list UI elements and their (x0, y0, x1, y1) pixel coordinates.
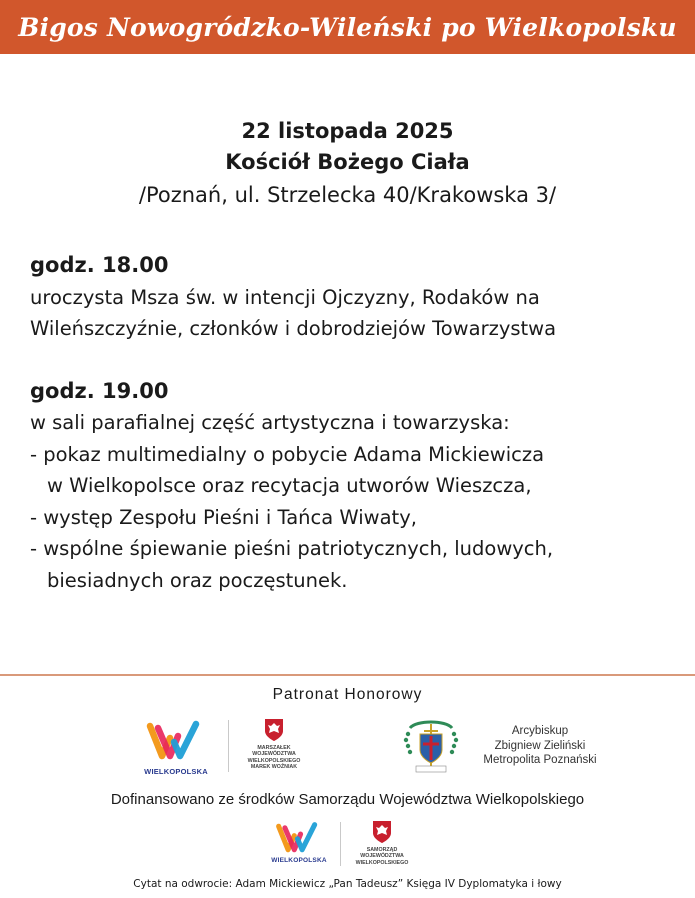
title-banner (0, 0, 695, 54)
program-item: - pokaz multimedialny o pobycie Adama Mickiewicza (30, 442, 545, 466)
second-time: godz. 19.00 (30, 378, 169, 403)
first-time: godz. 18.00 (30, 253, 169, 277)
samorzad-line: WIELKOPOLSKIEGO (355, 859, 409, 866)
archbishop-line: Zbigniew Zieliński (494, 739, 586, 752)
wielkopolska-label: WIELKOPOLSKA (144, 767, 208, 776)
samorzad-line: SAMORZĄD (366, 847, 398, 853)
wielkopolska-w-icon (270, 820, 328, 856)
quote-footnote: Cytat na odwrocie: Adam Mickiewicz „Pan Tadeusz” Księga IV Dyplomatyka i łowy (133, 878, 562, 890)
logo-divider (228, 720, 229, 772)
event-header (0, 116, 695, 212)
program-item-continuation: w Wielkopolsce oraz recytacja utworów Wieszcza, (47, 474, 532, 497)
archbishop-line: Metropolita Poznański (483, 754, 597, 766)
marszalek-line: MAREK WOŹNIAK (250, 764, 298, 771)
coat-of-arms-icon (402, 718, 460, 774)
program-item: - wspólne śpiewanie pieśni patriotycznych, ludowych, (30, 537, 554, 560)
first-description-line: Wileńszczyźnie, członków i dobrodziejów Towarzystwa (30, 317, 557, 340)
funding-text: Dofinansowano ze środków Samorządu Województwa Wielkopolskiego (110, 791, 585, 808)
footer-divider (0, 674, 695, 676)
first-description-line: uroczysta Msza św. w intencji Ojczyzny, Rodaków na (30, 285, 540, 309)
marszalek-line: MARSZAŁEK (257, 745, 291, 751)
samorzad-block (350, 820, 414, 866)
eagle-crest-icon (372, 820, 392, 844)
marszalek-line: WOJEWÓDZTWA (252, 751, 296, 758)
wielkopolska-logo (144, 718, 208, 776)
eagle-crest-icon (264, 718, 284, 742)
program-item: - występ Zespołu Pieśni i Tańca Wiwaty, (30, 505, 417, 529)
marszalek-line: WIELKOPOLSKIEGO (247, 757, 301, 764)
second-intro: w sali parafialnej część artystyczna i towarzyska: (30, 411, 510, 434)
event-date: 22 listopada 2025 (241, 119, 454, 143)
archbishop-line: Arcybiskup (511, 725, 569, 737)
archbishop-coat-of-arms (402, 718, 460, 778)
wielkopolska-label: WIELKOPOLSKA (271, 857, 327, 864)
wielkopolska-logo-small (270, 820, 328, 864)
event-title: Bigos Nowogródzko-Wileński po Wielkopolsku (18, 12, 677, 42)
logo-divider (340, 822, 341, 866)
program (30, 250, 680, 596)
samorzad-line: WOJEWÓDZTWA (360, 853, 404, 860)
program-item-continuation: biesiadnych oraz poczęstunek. (47, 568, 348, 592)
event-place: Kościół Bożego Ciała (225, 150, 470, 174)
wielkopolska-w-icon (144, 718, 208, 764)
event-address: /Poznań, ul. Strzelecka 40/Krakowska 3/ (138, 183, 557, 207)
archbishop-name (470, 724, 610, 768)
patronat-label: Patronat Honorowy (272, 686, 423, 703)
marszalek-block (241, 718, 307, 771)
